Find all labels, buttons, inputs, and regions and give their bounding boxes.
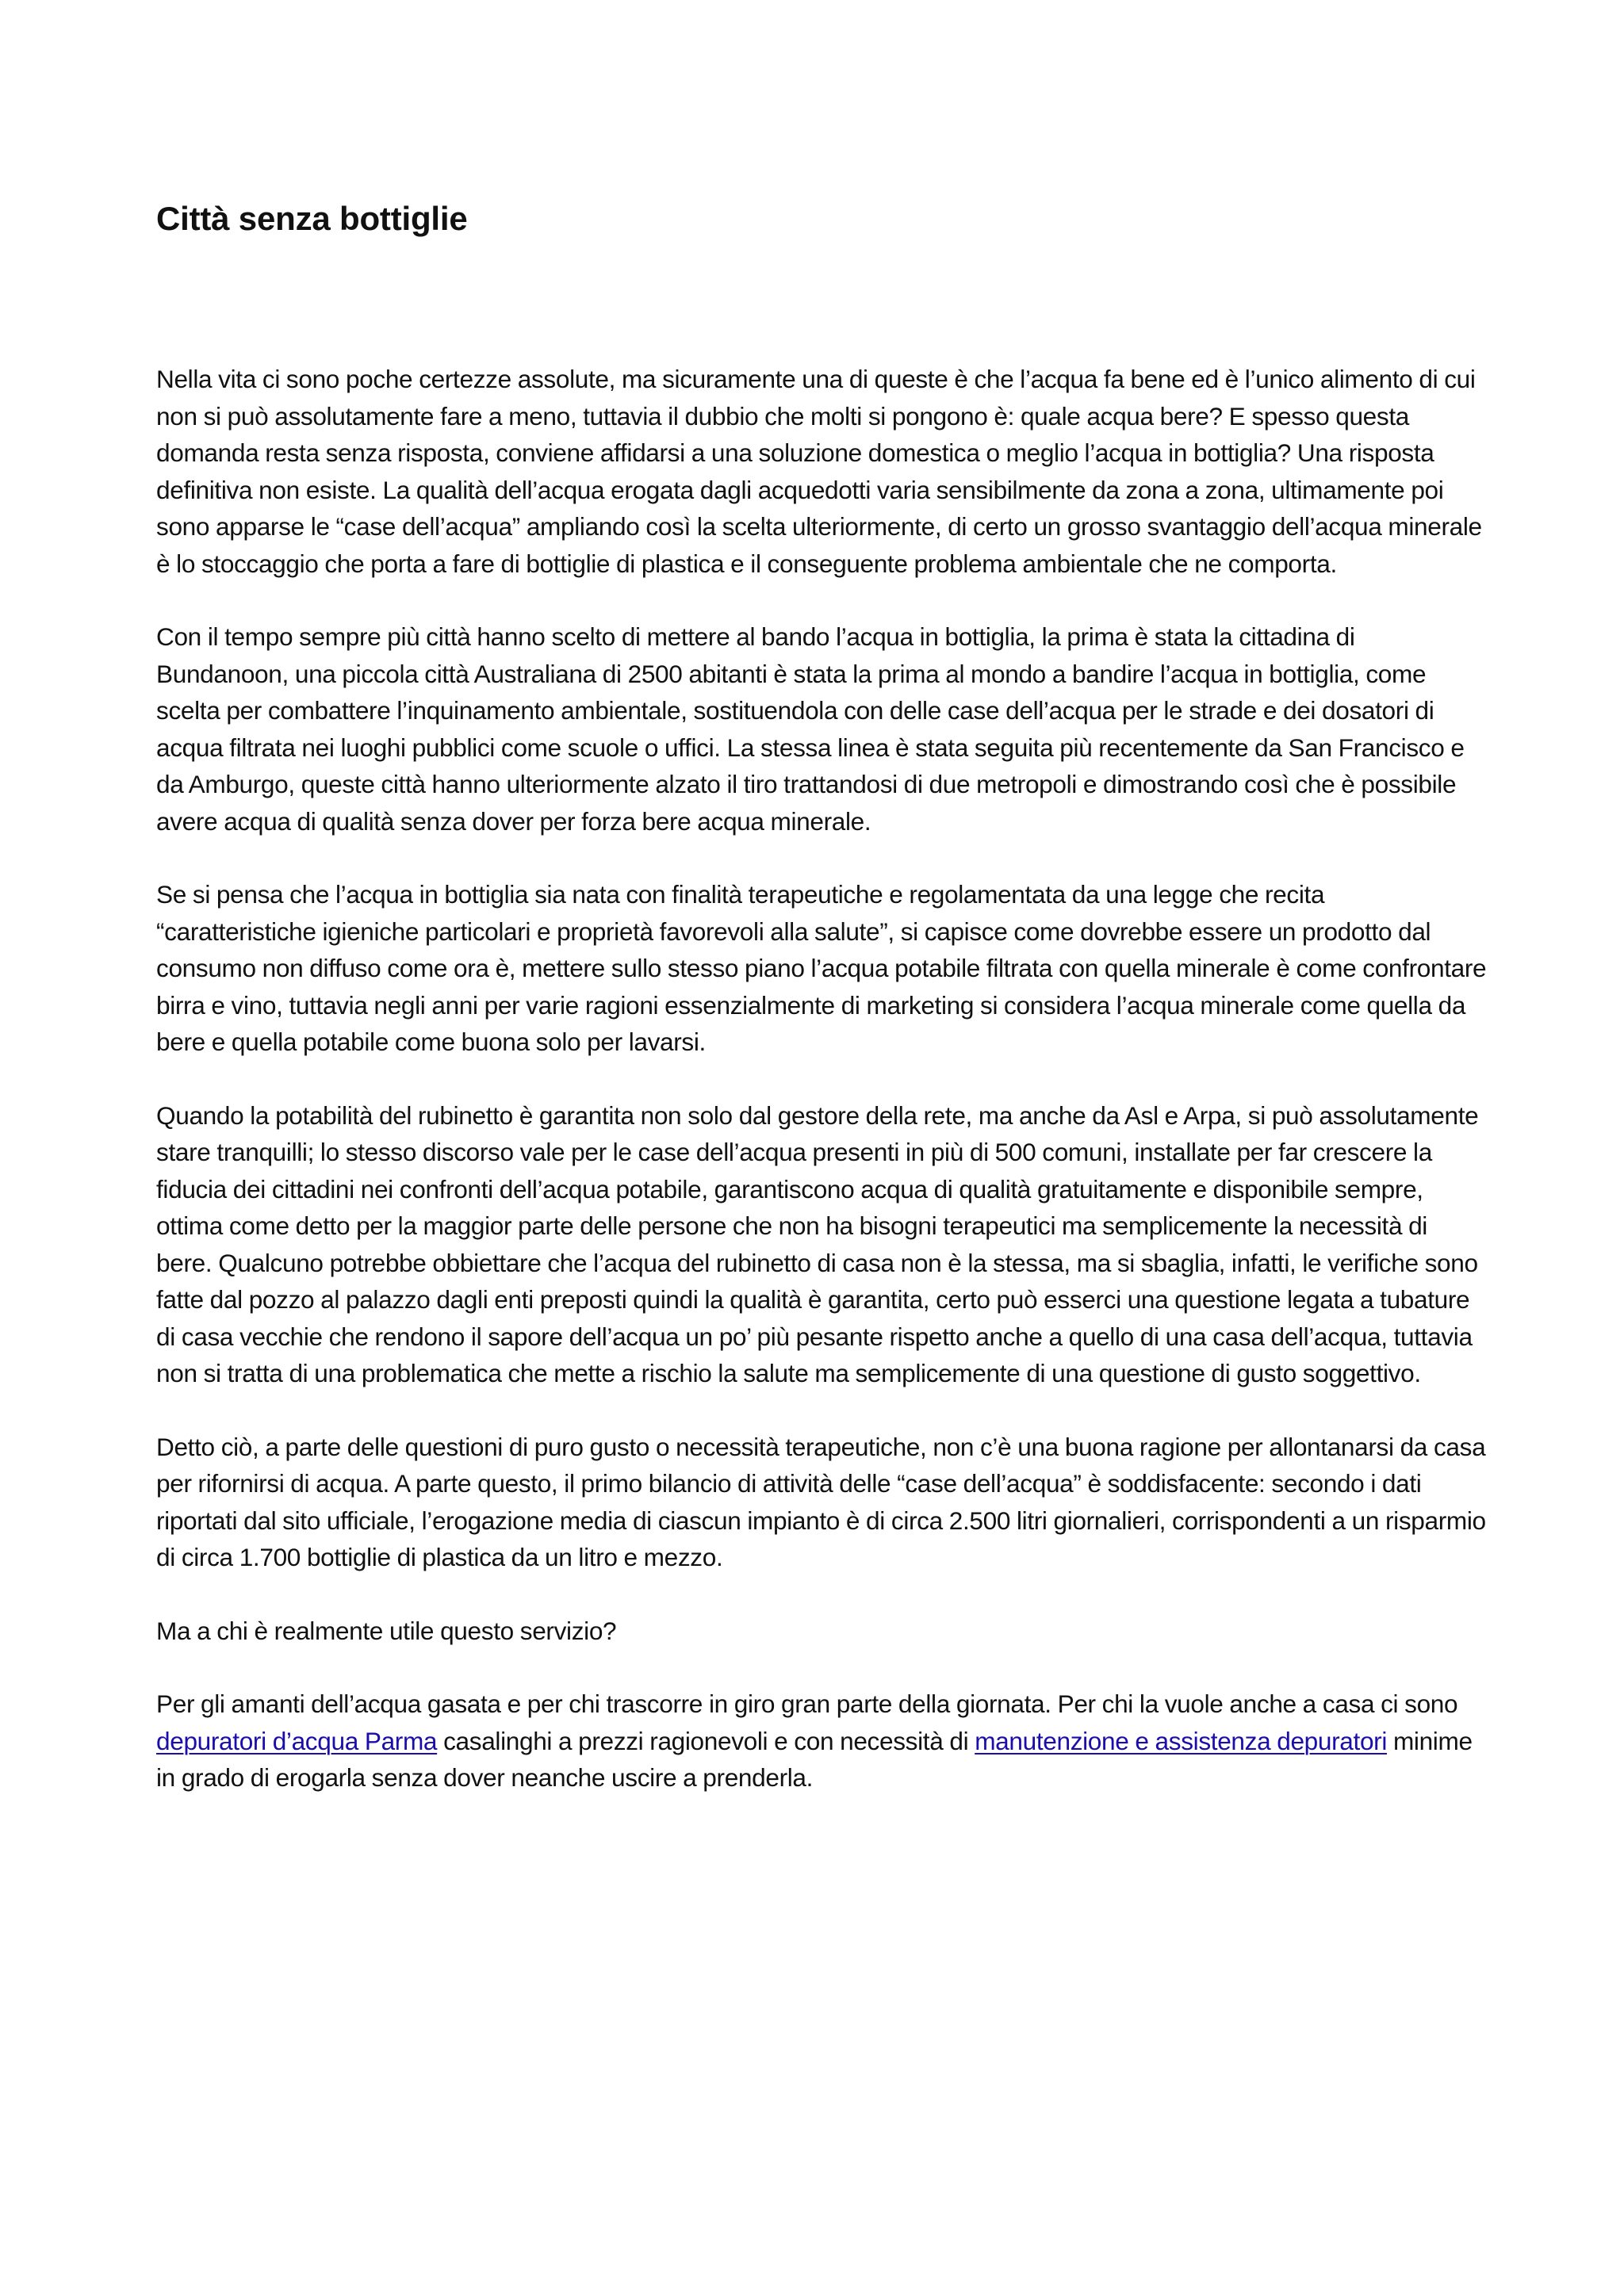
conclusion-text-2: casalinghi a prezzi ragionevoli e con necessità di <box>437 1726 975 1755</box>
document-body <box>156 361 1488 1833</box>
paragraph-conclusion <box>156 1686 1488 1797</box>
link-manutenzione-assistenza[interactable]: manutenzione e assistenza depuratori <box>975 1726 1388 1755</box>
document-title: Città senza bottiglie <box>156 200 468 237</box>
conclusion-text-3: minime in grado di erogarla senza dover neanche uscire a prenderla. <box>156 1726 1473 1792</box>
paragraph-intro: Nella vita ci sono poche certezze assolute, ma sicuramente una di queste è che l’acqua fa bene ed è l’unico alimento di cui non si può assolutamente fare a meno, tuttavia il dubbio che molti si pongono è: quale acqua bere? E spesso questa domanda resta senza risposta, conviene affidarsi a una soluzione domestica o meglio l’acqua in bottiglia? Una risposta definitiva non esiste. La qualità dell’acqua erogata dagli acquedotti varia sensibilmente da zona a zona, ultimamente poi sono apparse le “case dell’acqua” ampliando così la scelta ulteriormente, di certo un grosso svantaggio dell’acqua minerale è lo stoccaggio che porta a fare di bottiglie di plastica e il conseguente problema ambientale che ne comporta. <box>156 365 1482 578</box>
paragraph-potability: Quando la potabilità del rubinetto è garantita non solo dal gestore della rete, ma anche da Asl e Arpa, si può assolutamente stare tranquilli; lo stesso discorso vale per le case dell’acqua presenti in più di 500 comuni, installate per far crescere la fiducia dei cittadini nei confronti dell’acqua potabile, garantiscono acqua di qualità gratuitamente e disponibile sempre, ottima come detto per la maggior parte delle persone che non ha bisogni terapeutici ma semplicemente la necessità di bere. Qualcuno potrebbe obbiettare che l’acqua del rubinetto di casa non è la stessa, ma si sbaglia, infatti, le verifiche sono fatte dal pozzo al palazzo dagli enti preposti quindi la qualità è garantita, certo può esserci una questione legata a tubature di casa vecchie che rendono il sapore dell’acqua un po’ più pesante rispetto anche a quello di una casa dell’acqua, tuttavia non si tratta di una problematica che mette a rischio la salute ma semplicemente di una questione di gusto soggettivo. <box>156 1100 1479 1387</box>
paragraph-cities: Con il tempo sempre più città hanno scelto di mettere al bando l’acqua in bottiglia, la prima è stata la cittadina di Bundanoon, una piccola città Australiana di 2500 abitanti è stata la prima al mondo a bandire l’acqua in bottiglia, come scelta per combattere l’inquinamento ambientale, sostituendola con delle case dell’acqua per le strade e dei dosatori di acqua filtrata nei luoghi pubblici come scuole o uffici. La stessa linea è stata seguita più recentemente da San Francisco e da Amburgo, queste città hanno ulteriormente alzato il tiro trattandosi di due metropoli e dimostrando così che è possibile avere acqua di qualità senza dover per forza bere acqua minerale. <box>156 622 1465 836</box>
link-depuratori-parma[interactable]: depuratori d’acqua Parma <box>156 1726 438 1755</box>
paragraph-therapeutic: Se si pensa che l’acqua in bottiglia sia nata con finalità terapeutiche e regolamentata da una legge che recita “caratteristiche igieniche particolari e proprietà favorevoli alla salute”, si capisce come dovrebbe essere un prodotto dal consumo non diffuso come ora è, mettere sullo stesso piano l’acqua potabile filtrata con quella minerale è come confrontare birra e vino, tuttavia negli anni per varie ragioni essenzialmente di marketing si considera l’acqua minerale come quella da bere e quella potabile come buona solo per lavarsi. <box>156 880 1487 1056</box>
paragraph-balance: Detto ciò, a parte delle questioni di puro gusto o necessità terapeutiche, non c’è una buona ragione per allontanarsi da casa per rifornirsi di acqua. A parte questo, il primo bilancio di attività delle “case dell’acqua” è soddisfacente: secondo i dati riportati dal sito ufficiale, l’erogazione media di ciascun impianto è di circa 2.500 litri giornalieri, corrispondenti a un risparmio di circa 1.700 bottiglie di plastica da un litro e mezzo. <box>156 1432 1486 1571</box>
conclusion-text-1: Per gli amanti dell’acqua gasata e per chi trascorre in giro gran parte della giornata. Per chi la vuole anche a casa ci sono <box>156 1689 1458 1718</box>
paragraph-question: Ma a chi è realmente utile questo servizio? <box>156 1616 617 1645</box>
